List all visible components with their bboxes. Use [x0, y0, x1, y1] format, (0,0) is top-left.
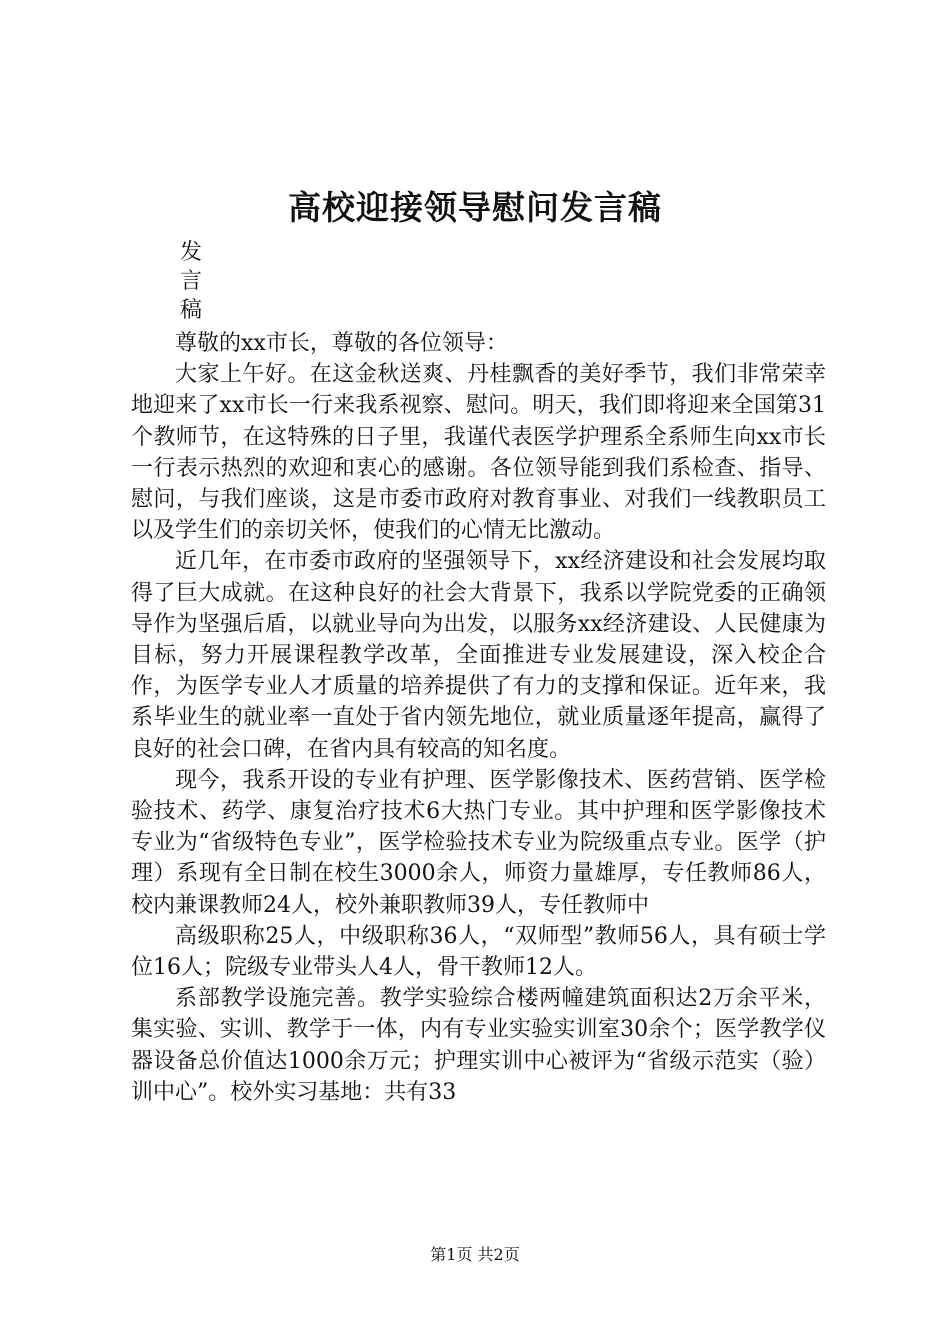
- vertical-label: [180, 238, 220, 325]
- document-body: [131, 328, 826, 1108]
- paragraph: 高级职称25人，中级职称36人，“双师型”教师56人，具有硕士学位16人；院级专业带头人4人，骨干教师12人。: [131, 923, 826, 981]
- vertical-char: 发: [180, 240, 203, 265]
- paragraph: 大家上午好。在这金秋送爽、丹桂飘香的美好季节，我们非常荣幸地迎来了xx市长一行来我系视察、慰问。明天，我们即将迎来全国第31个教师节，在这特殊的日子里，我谨代表医学护理系全系师生向xx市长一行表示热烈的欢迎和衷心的感谢。各位领导能到我们系检查、指导、慰问，与我们座谈，这是市委市政府对教育事业、对我们一线教职员工以及学生们的亲切关怀，使我们的心情无比激动。: [131, 362, 826, 544]
- paragraph: 近几年，在市委市政府的坚强领导下，xx经济建设和社会发展均取得了巨大成就。在这种良好的社会大背景下，我系以学院党委的正确领导作为坚强后盾，以就业导向为出发，以服务xx经济建设、人民健康为目标，努力开展课程教学改革，全面推进专业发展建设，深入校企合作，为医学专业人才质量的培养提供了有力的支撑和保证。近年来，我系毕业生的就业率一直处于省内领先地位，就业质量逐年提高，赢得了良好的社会口碑，在省内具有较高的知名度。: [131, 549, 826, 762]
- vertical-char: 稿: [180, 298, 203, 323]
- paragraph: 现今，我系开设的专业有护理、医学影像技术、医药营销、医学检验技术、药学、康复治疗技术6大热门专业。其中护理和医学影像技术专业为“省级特色专业”，医学检验技术专业为院级重点专业。医学（护理）系现有全日制在校生3000余人，师资力量雄厚，专任教师86人，校内兼课教师24人，校外兼职教师39人，专任教师中: [131, 767, 826, 918]
- document-title: 高校迎接领导慰问发言稿: [288, 188, 662, 227]
- paragraph: 系部教学设施完善。教学实验综合楼两幢建筑面积达2万余平米，集实验、实训、教学于一体，内有专业实验实训室30余个；医学教学仪器设备总价值达1000余万元；护理实训中心被评为“省级示范实（验）训中心”。校外实习基地：共有33: [131, 986, 826, 1105]
- page-footer: 第1页 共2页: [430, 1245, 520, 1264]
- salutation: 尊敬的xx市长，尊敬的各位领导：: [175, 331, 508, 356]
- vertical-char: 言: [180, 269, 203, 294]
